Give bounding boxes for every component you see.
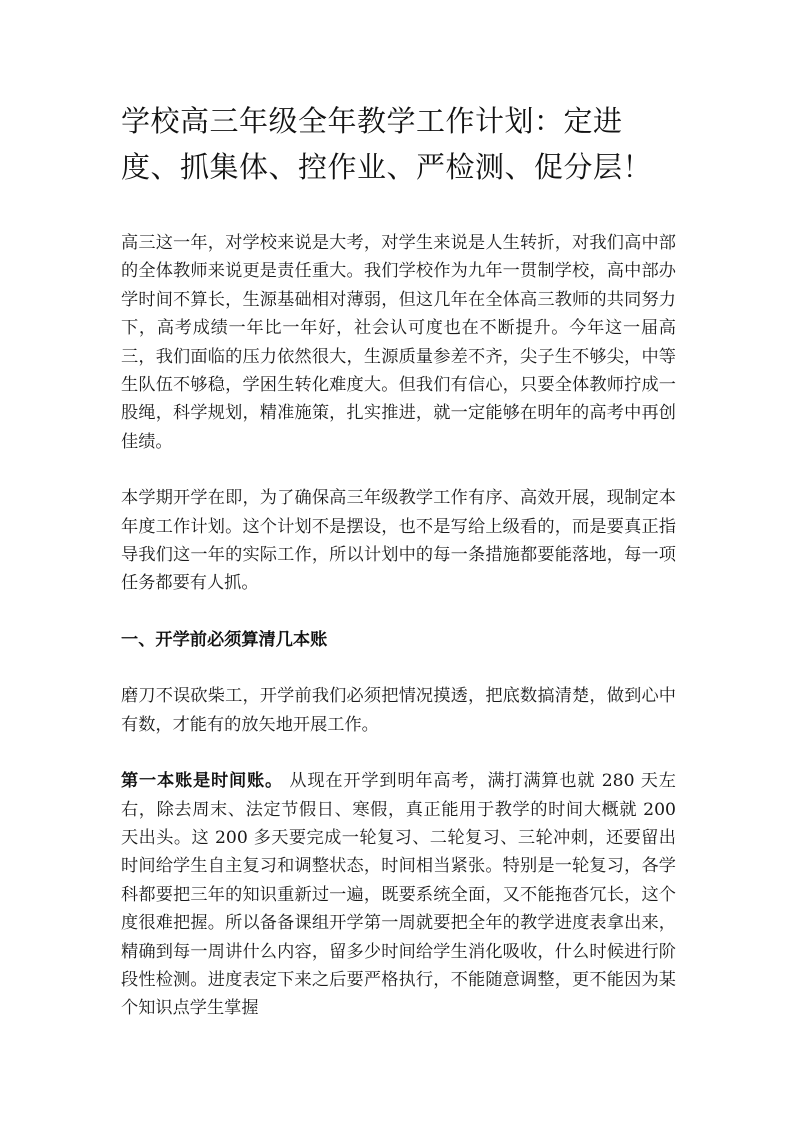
document-title: 学校高三年级全年教学工作计划：定进度、抓集体、控作业、严检测、促分层！ — [121, 104, 653, 184]
document-body — [121, 229, 676, 1051]
section-heading-1: 一、开学前必须算清几本账 — [121, 629, 328, 650]
paragraph-time-account — [121, 767, 676, 1023]
paragraph-preparation: 磨刀不误砍柴工，开学前我们必须把情况摸透，把底数搞清楚，做到心中有数，才能有的放矢地开展工作。 — [121, 686, 676, 735]
paragraph-lead-bold: 第一本账是时间账。 — [121, 771, 284, 792]
paragraph-time-account-body: 从现在开学到明年高考，满打满算也就 280 天左右，除去周末、法定节假日、寒假，真正能用于教学的时间大概就 200 天出头。这 200 多天要完成一轮复习、二轮复习、三轮冲刺，还要留出时间给学生自主复习和调整状态，时间相当紧张。特别是一轮复习，各学科都要把三年的知识重新过一遍，既要系统全面，又不能拖沓冗长，这个度很难把握。所以备备课组开学第一周就要把全年的教学进度表拿出来，精确到每一周讲什么内容，留多少时间给学生消化吸收，什么时候进行阶段性检测。进度表定下来之后要严格执行，不能随意调整，更不能因为某个知识点学生掌握 — [121, 771, 676, 1019]
paragraph-intro: 高三这一年，对学校来说是大考，对学生来说是人生转折，对我们高中部的全体教师来说更是责任重大。我们学校作为九年一贯制学校，高中部办学时间不算长，生源基础相对薄弱，但这几年在全体高三教师的共同努力下，高考成绩一年比一年好，社会认可度也在不断提升。今年这一届高三，我们面临的压力依然很大，生源质量参差不齐，尖子生不够尖，中等生队伍不够稳，学困生转化难度大。但我们有信心，只要全体教师拧成一股绳，科学规划，精准施策，扎实推进，就一定能够在明年的高考中再创佳绩。 — [121, 233, 676, 452]
paragraph-plan-purpose: 本学期开学在即，为了确保高三年级教学工作有序、高效开展，现制定本年度工作计划。这个计划不是摆设，也不是写给上级看的，而是要真正指导我们这一年的实际工作，所以计划中的每一条措施都要能落地，每一项任务都要有人抓。 — [121, 488, 676, 594]
